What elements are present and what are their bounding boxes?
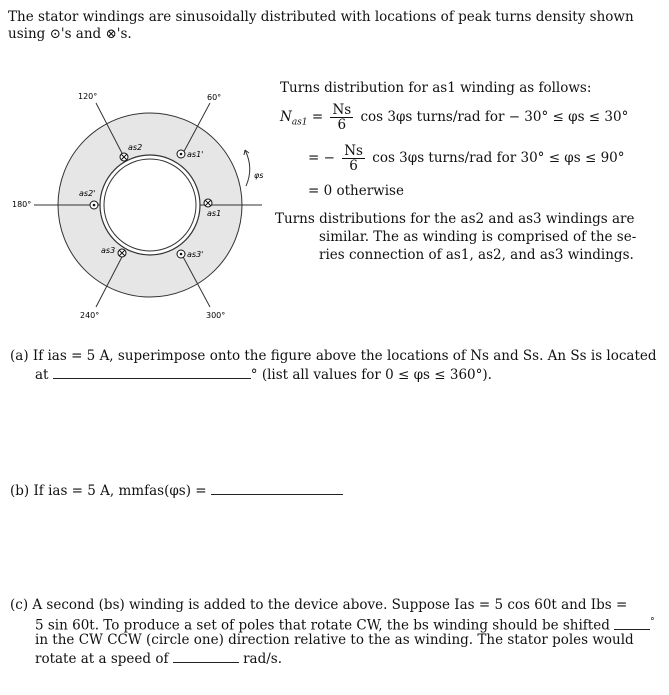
eq-row-3: = 0 otherwise	[308, 183, 404, 199]
note-line-2: similar. The as winding is comprised of the se-	[319, 229, 637, 245]
label-phi: φs	[254, 171, 264, 180]
eq1-tail: cos 3φs turns/rad for − 30° ≤ φs ≤ 30°	[360, 109, 629, 125]
label-as2: as2	[128, 143, 143, 152]
eq-header: Turns distribution for as1 winding as follows:	[280, 80, 592, 96]
coil-as2-cross	[120, 153, 128, 161]
part-c-deg: °	[650, 617, 655, 627]
eq2-prefix: = −	[308, 150, 335, 166]
label-60: 60°	[207, 93, 222, 102]
part-c-line-3: in the CW CCW (circle one) direction relative to the as winding. The stator poles would	[35, 632, 634, 648]
part-a-tail: ° (list all values for 0 ≤ φs ≤ 360°).	[250, 367, 492, 383]
rotor-gap-ring	[104, 159, 196, 251]
part-c-line-1: (c) A second (bs) winding is added to the device above. Suppose Ias = 5 cos 60t and Ibs =	[10, 597, 628, 613]
label-as1p: as1'	[187, 150, 204, 159]
coil-as2p-dot	[90, 201, 98, 209]
eq2-tail: cos 3φs turns/rad for 30° ≤ φs ≤ 90°	[372, 150, 625, 166]
label-as1: as1	[207, 209, 222, 218]
label-120: 120°	[78, 92, 98, 101]
part-a-answer-blank[interactable]	[53, 366, 251, 379]
part-b-text: (b) If ias = 5 A, mmfas(φs) =	[10, 483, 207, 499]
note-line-3: ries connection of as1, as2, and as3 windings.	[319, 247, 634, 263]
label-180: 180°	[12, 200, 32, 209]
part-c-speed-blank[interactable]	[173, 650, 239, 663]
part-a-at: at	[35, 367, 49, 383]
label-as3p: as3'	[187, 250, 204, 259]
part-b-answer-blank[interactable]	[211, 482, 343, 495]
eq1-num: Ns	[332, 102, 352, 118]
coil-as1-cross	[204, 199, 212, 207]
eq1-den: 6	[337, 117, 347, 133]
eq-lhs-sub: as1	[291, 117, 308, 128]
part-c-line-4	[35, 650, 282, 668]
label-as3: as3	[101, 246, 116, 255]
part-c-speed-text: rotate at a speed of	[35, 651, 169, 667]
note-line-1: Turns distributions for the as2 and as3 windings are	[275, 211, 635, 227]
coil-as3p-dot	[177, 250, 185, 258]
coil-as1p-dot	[177, 150, 185, 158]
eq-lhs: N	[280, 109, 292, 125]
part-a-line-1: (a) If ias = 5 A, superimpose onto the figure above the locations of Ns and Ss. An Ss is located	[10, 348, 657, 364]
label-as2p: as2'	[79, 189, 96, 198]
label-300: 300°	[206, 311, 226, 320]
eq2-num: Ns	[344, 143, 363, 159]
part-c-line-2-text: 5 sin 60t. To produce a set of poles that rotate CW, the bs winding should be shifted	[35, 617, 610, 634]
eq-row-2	[308, 144, 625, 173]
label-240: 240°	[80, 311, 100, 320]
coil-as3-cross	[118, 249, 126, 257]
phi-arrow	[245, 150, 250, 186]
eq2-den: 6	[349, 158, 358, 174]
part-b-line	[10, 482, 343, 500]
intro-line-2: using ⊙'s and ⊗'s.	[8, 26, 132, 42]
part-a-line-2	[35, 366, 492, 384]
eq-row-1: $N_{as1}$ = $\frac{Ns}{6}$ cos 3φs turns/rad for − 30° ≤ φs ≤ 30°	[280, 102, 629, 133]
part-c-shift-blank[interactable]	[614, 617, 650, 630]
intro-line-1: The stator windings are sinusoidally distributed with locations of peak turns density shown	[8, 9, 634, 25]
part-c-units: rad/s.	[243, 651, 282, 667]
